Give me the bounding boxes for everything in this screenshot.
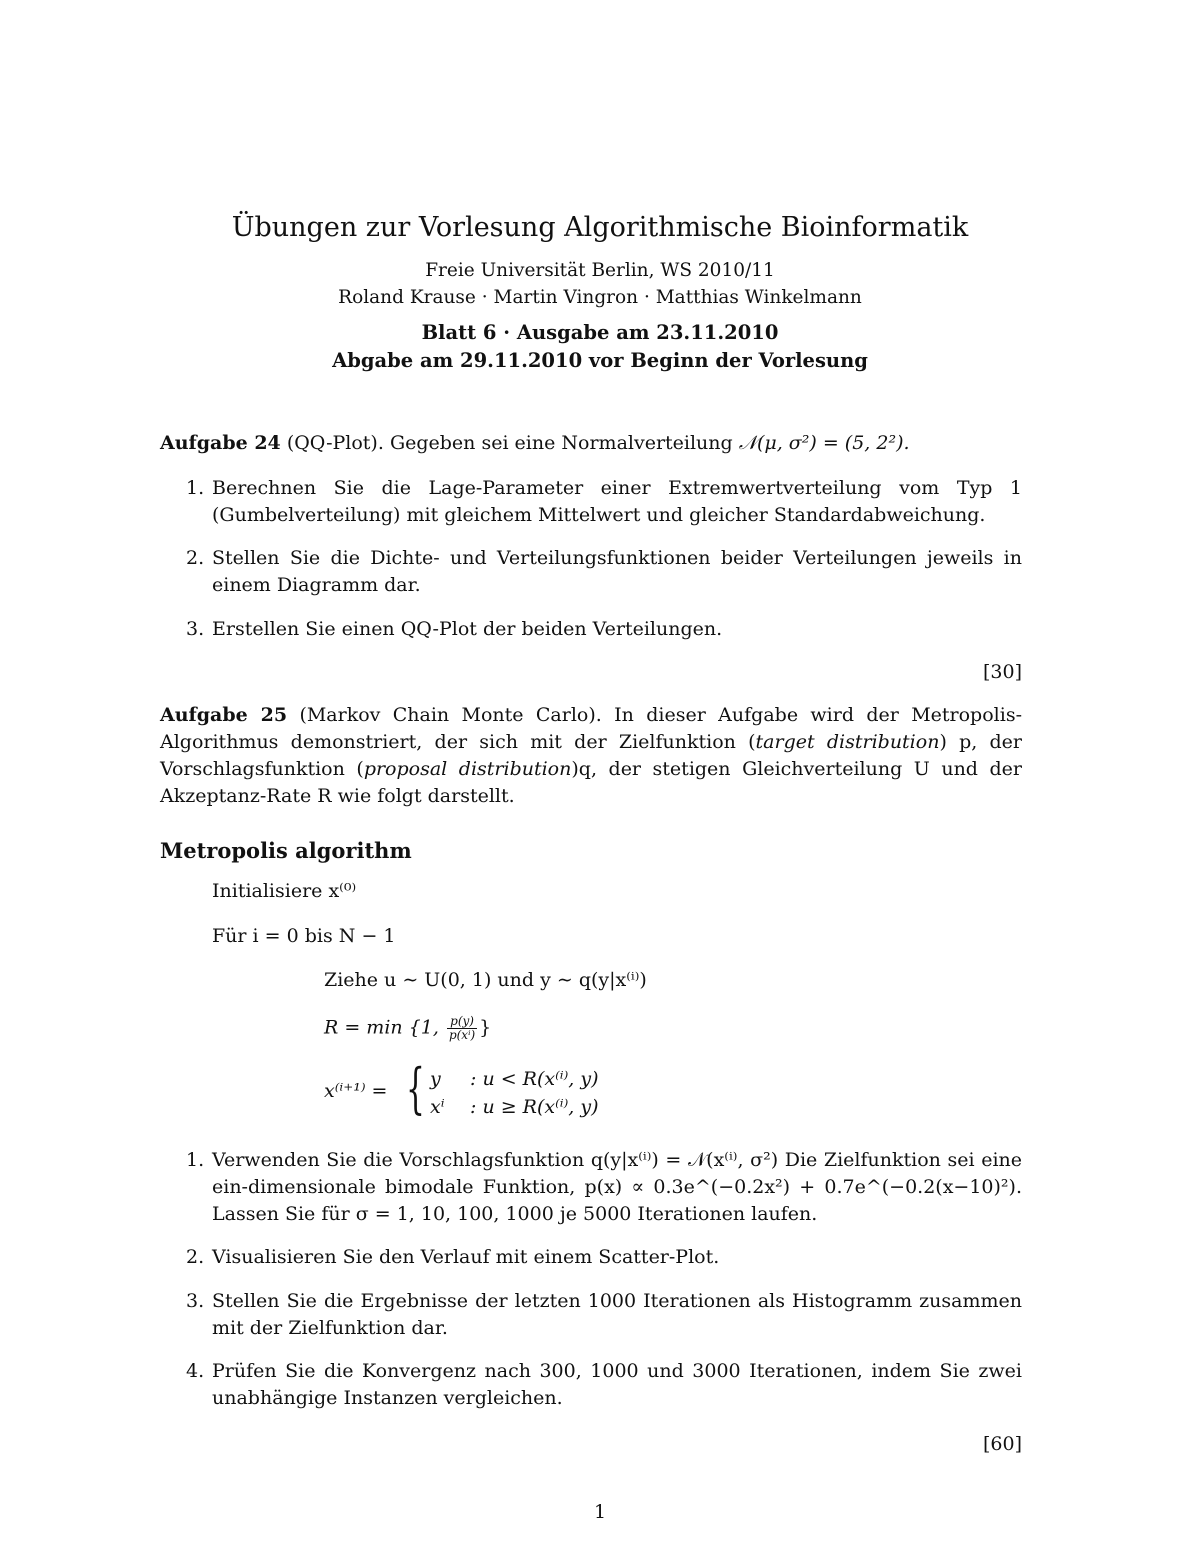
- sheet-line: Blatt 6 · Ausgabe am 23.11.2010: [421, 321, 779, 344]
- task25-points: [60]: [982, 1433, 1022, 1455]
- task24-topic: (QQ-Plot).: [286, 432, 384, 454]
- university-line: Freie Universität Berlin, WS 2010/11: [425, 260, 775, 281]
- item-text: Berechnen Sie die Lage-Parameter einer Extremwertverteilung vom Typ 1 (Gumbelverteilung) mit gleichem Mittelwert und gleicher Standardabweichung.: [212, 477, 1022, 526]
- due-line: Abgabe am 29.11.2010 vor Beginn der Vorlesung: [332, 349, 868, 372]
- case1-value: y: [430, 1068, 441, 1090]
- item-text: Stellen Sie die Dichte- und Verteilungsfunktionen beider Verteilungen jeweils in einem Diagramm dar.: [212, 547, 1022, 596]
- task25-topic: (Markov Chain Monte Carlo).: [299, 704, 602, 726]
- task25-intro: [160, 702, 1022, 810]
- algorithm-draw: Ziehe u ∼ U(0, 1) und y ∼ q(y|x⁽ⁱ⁾): [324, 969, 647, 991]
- item-number: 1.: [186, 1149, 205, 1171]
- task25-intro-em2: proposal distribution: [363, 758, 572, 780]
- case2-value: xⁱ: [430, 1096, 445, 1118]
- task24-formula: 𝒩(μ, σ²) = (5, 2²).: [738, 432, 910, 454]
- algorithm-ratio: [324, 1015, 491, 1042]
- item-number: 2.: [186, 547, 205, 569]
- item-text: Prüfen Sie die Konvergenz nach 300, 1000 und 3000 Iterationen, indem Sie zwei unabhängige Instanzen vergleichen.: [212, 1360, 1022, 1409]
- authors-line: Roland Krause · Martin Vingron · Matthias Winkelmann: [338, 287, 862, 308]
- item-number: 4.: [186, 1360, 205, 1382]
- ratio-fraction: [447, 1015, 477, 1042]
- item-text: Stellen Sie die Ergebnisse der letzten 1000 Iterationen als Histogramm zusammen mit der Zielfunktion dar.: [212, 1290, 1022, 1339]
- case2-condition: : u ≥ R(x⁽ⁱ⁾, y): [470, 1096, 599, 1118]
- algorithm-loop: Für i = 0 bis N − 1: [212, 925, 396, 947]
- task24-label: Aufgabe 24: [160, 432, 281, 454]
- task24-intro-text: Gegeben sei eine Normalverteilung: [389, 432, 733, 454]
- task25-label: Aufgabe 25: [160, 704, 288, 726]
- item-number: 3.: [186, 618, 205, 640]
- update-lhs: x⁽ⁱ⁺¹⁾ =: [324, 1080, 388, 1102]
- task25-intro-em1: target distribution: [755, 731, 940, 753]
- ratio-denominator: p(xⁱ): [448, 1028, 476, 1042]
- item-text: Verwenden Sie die Vorschlagsfunktion q(y|x⁽ⁱ⁾) = 𝒩(x⁽ⁱ⁾, σ²) Die Zielfunktion sei eine ein-dimensionale bimodale Funktion, p(x) ∝ 0.3e^(−0.2x²) + 0.7e^(−0.2(x−10)²). Lassen Sie für σ = 1, 10, 100, 1000 je 5000 Iterationen laufen.: [212, 1149, 1022, 1225]
- ratio-numerator: p(y): [447, 1015, 477, 1029]
- item-number: 3.: [186, 1290, 205, 1312]
- case1-condition: : u < R(x⁽ⁱ⁾, y): [470, 1068, 599, 1090]
- page-number: 1: [593, 1501, 607, 1523]
- item-text: Erstellen Sie einen QQ-Plot der beiden Verteilungen.: [212, 618, 723, 640]
- item-number: 2.: [186, 1246, 205, 1268]
- task24-points: [30]: [982, 661, 1022, 683]
- item-text: Visualisieren Sie den Verlauf mit einem Scatter-Plot.: [212, 1246, 720, 1268]
- task25-intro-part2: ) p, der Vorschlagsfunktion (: [160, 731, 1023, 780]
- ratio-close: }: [479, 1016, 492, 1039]
- document-title: Übungen zur Vorlesung Algorithmische Bioinformatik: [231, 212, 969, 243]
- task25-intro-part1: In dieser Aufgabe wird der Metropolis-Algorithmus demonstriert, der sich mit der Zielfunktion (: [160, 704, 1022, 753]
- item-number: 1.: [186, 477, 205, 499]
- cases-brace: {: [406, 1057, 425, 1120]
- ratio-lhs: R = min {1,: [324, 1016, 439, 1039]
- task25-intro-part3: )q, der stetigen Gleichverteilung U und der Akzeptanz-Rate R wie folgt darstellt.: [160, 758, 1022, 807]
- algorithm-heading: Metropolis algorithm: [160, 838, 412, 863]
- task24-intro: [160, 430, 1022, 457]
- algorithm-init: Initialisiere x⁽⁰⁾: [212, 880, 357, 902]
